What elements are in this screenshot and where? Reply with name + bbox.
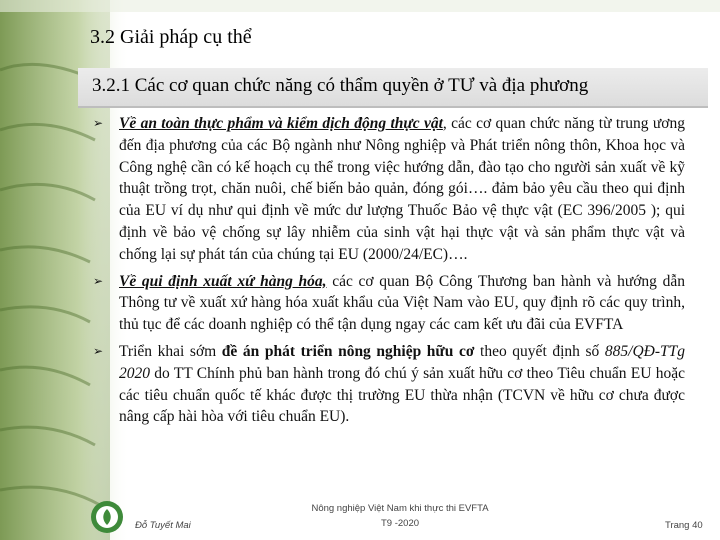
slide-title: 3.2 Giải pháp cụ thể xyxy=(90,26,252,48)
footer-date: T9 -2020 xyxy=(380,518,420,529)
arrow-bullet-icon: ➢ xyxy=(93,273,104,288)
bullet-origin-rules xyxy=(93,271,685,336)
page-number: Trang 40 xyxy=(665,520,703,531)
bullet-text: các cơ quan Bộ Công Thương ban hành và hướng dẫn Thông tư về xuất xứ hàng hóa xuất khẩu của Việt Nam vào EU, quy định rõ các quy trình, thủ tục để các doanh nghiệp có thể tận dụng ngay các cam kết ưu đãi của EVFTA xyxy=(119,272,685,334)
footer-author: Đỗ Tuyết Mai xyxy=(135,520,191,531)
bullet-text: theo quyết định số xyxy=(474,342,605,360)
bullet-bold-text: đề án phát triển nông nghiệp hữu cơ xyxy=(221,342,475,360)
footer-center xyxy=(300,503,500,533)
arrow-bullet-icon: ➢ xyxy=(93,343,104,358)
bullet-food-safety xyxy=(93,113,685,266)
arrow-bullet-icon: ➢ xyxy=(93,116,104,130)
section-subtitle: 3.2.1 Các cơ quan chức năng có thẩm quyền ở TƯ và địa phương xyxy=(92,75,589,96)
university-logo-icon xyxy=(90,500,124,534)
bullet-text: do TT Chính phủ ban hành trong đó chú ý sản xuất hữu cơ theo Tiêu chuẩn EU hoặc các tiêu chuẩn quốc tế khác được thị trường EU thừa nhận (TCVN về hữu cơ chưa được nâng cấp hài hòa với tiêu chuẩn EU). xyxy=(119,364,685,426)
decision-number: 885/QĐ-TTg 2020 xyxy=(119,342,685,382)
footer-topic: Nông nghiệp Việt Nam khi thực thi EVFTA xyxy=(311,503,489,514)
bullet-organic-agriculture xyxy=(93,341,685,428)
bullet-lead: Về an toàn thực phẩm và kiểm dịch động thực vật xyxy=(119,115,443,132)
slide-content xyxy=(93,113,685,433)
bullet-lead: Về qui định xuất xứ hàng hóa, xyxy=(119,272,327,290)
bullet-text: Triển khai sớm xyxy=(119,342,222,360)
bullet-text: , các cơ quan chức năng từ trung ương đến địa phương của các Bộ ngành như Nông nghiệp và Phát triển nông thôn, Khoa học và Công nghệ cần có kế hoạch cụ thể trong việc hướng dẫn, đào tạo cho người sản xuất về kỹ thuật trồng trọt, chăn nuôi, chế biến bảo quản, đóng gói…. đảm bảo yêu cầu theo qui định của EU ví dụ như qui định về mức dư lượng Thuốc Bảo vệ thực vật (EC 396/2005 ); qui định về bảo vệ chống sự lây nhiễm của sinh vật hại thực vật và sản phẩm thực vật và chống lại sự phát tán của chúng tại EU (2000/24/EC)…. xyxy=(119,115,685,263)
